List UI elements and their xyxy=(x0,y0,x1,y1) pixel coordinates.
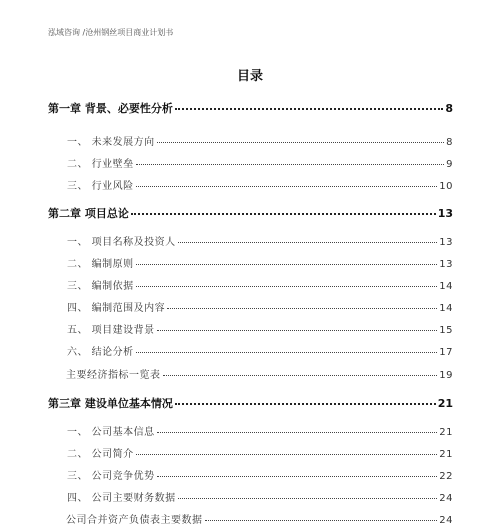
toc-section-entry[interactable] xyxy=(48,366,453,381)
toc-page-number: 9 xyxy=(446,159,453,170)
toc-page-number: 24 xyxy=(439,515,453,526)
toc-page-number: 10 xyxy=(439,181,453,192)
toc-dot-leader xyxy=(157,432,438,433)
toc-page-number: 19 xyxy=(439,370,453,381)
toc-page-number: 22 xyxy=(439,471,453,482)
toc-page-number: 15 xyxy=(439,325,453,336)
toc-section-entry[interactable] xyxy=(48,343,453,358)
toc-page-number: 21 xyxy=(437,397,453,410)
toc-dot-leader xyxy=(136,264,438,265)
toc-entry-label: 五、 项目建设背景 xyxy=(67,325,155,336)
toc-dot-leader xyxy=(136,286,438,287)
toc-section-entry[interactable] xyxy=(48,489,453,504)
toc-entry-label: 一、 公司基本信息 xyxy=(67,427,155,438)
toc-entry-label: 第二章 项目总论 xyxy=(48,207,129,220)
toc-entry-label: 一、 项目名称及投资人 xyxy=(67,237,176,248)
toc-section-entry[interactable] xyxy=(48,423,453,438)
toc-section-entry[interactable] xyxy=(48,277,453,292)
toc-entry-label: 三、 公司竞争优势 xyxy=(67,471,155,482)
toc-page-number: 14 xyxy=(439,281,453,292)
toc-section-entry[interactable] xyxy=(48,255,453,270)
table-of-contents xyxy=(48,0,453,526)
toc-dot-leader xyxy=(205,520,438,521)
toc-dot-leader xyxy=(163,375,438,376)
toc-page-number: 24 xyxy=(439,493,453,504)
toc-page-number: 21 xyxy=(439,449,453,460)
toc-entry-label: 三、 编制依据 xyxy=(67,281,134,292)
toc-dot-leader xyxy=(136,164,444,165)
toc-section-entry[interactable] xyxy=(48,133,453,148)
toc-entry-label: 三、 行业风险 xyxy=(67,181,134,192)
toc-dot-leader xyxy=(136,186,438,187)
toc-page-number: 8 xyxy=(445,102,453,115)
toc-dot-leader xyxy=(136,352,438,353)
toc-section-entry[interactable] xyxy=(48,155,453,170)
toc-dot-leader xyxy=(131,213,436,215)
toc-entry-label: 主要经济指标一览表 xyxy=(66,370,161,381)
toc-page-number: 13 xyxy=(439,237,453,248)
toc-page-number: 8 xyxy=(446,137,453,148)
toc-page-number: 21 xyxy=(439,427,453,438)
toc-page-number: 13 xyxy=(439,259,453,270)
toc-entry-label: 二、 公司简介 xyxy=(67,449,134,460)
toc-dot-leader xyxy=(167,308,437,309)
toc-section-entry[interactable] xyxy=(48,445,453,460)
toc-dot-leader xyxy=(157,476,438,477)
toc-entry-label: 二、 编制原则 xyxy=(67,259,134,270)
toc-dot-leader xyxy=(178,242,438,243)
toc-dot-leader xyxy=(175,108,444,110)
toc-entry-label: 第三章 建设单位基本情况 xyxy=(48,397,173,410)
toc-chapter-entry[interactable] xyxy=(48,395,453,411)
toc-section-entry[interactable] xyxy=(48,321,453,336)
document-header: 泓域咨询 /沧州钢丝项目商业计划书 xyxy=(48,28,174,37)
toc-section-entry[interactable] xyxy=(48,511,453,526)
toc-entry-label: 二、 行业壁垒 xyxy=(67,159,134,170)
toc-entry-label: 四、 编制范围及内容 xyxy=(67,303,166,314)
toc-entry-label: 一、 未来发展方向 xyxy=(67,137,155,148)
toc-dot-leader xyxy=(175,403,436,405)
toc-dot-leader xyxy=(136,454,438,455)
toc-title: 目录 xyxy=(236,69,263,84)
toc-section-entry[interactable] xyxy=(48,233,453,248)
toc-section-entry[interactable] xyxy=(48,467,453,482)
toc-page-number: 17 xyxy=(439,347,453,358)
toc-page-number: 13 xyxy=(437,207,453,220)
toc-entry-label: 四、 公司主要财务数据 xyxy=(67,493,176,504)
toc-entry-label: 第一章 背景、必要性分析 xyxy=(48,102,173,115)
toc-section-entry[interactable] xyxy=(48,177,453,192)
toc-section-entry[interactable] xyxy=(48,299,453,314)
toc-dot-leader xyxy=(178,498,438,499)
toc-entry-label: 公司合并资产负债表主要数据 xyxy=(66,515,203,526)
toc-page-number: 14 xyxy=(439,303,453,314)
toc-entry-label: 六、 结论分析 xyxy=(67,347,134,358)
toc-chapter-entry[interactable] xyxy=(48,100,453,116)
toc-chapter-entry[interactable] xyxy=(48,205,453,221)
toc-dot-leader xyxy=(157,330,438,331)
toc-dot-leader xyxy=(157,142,444,143)
